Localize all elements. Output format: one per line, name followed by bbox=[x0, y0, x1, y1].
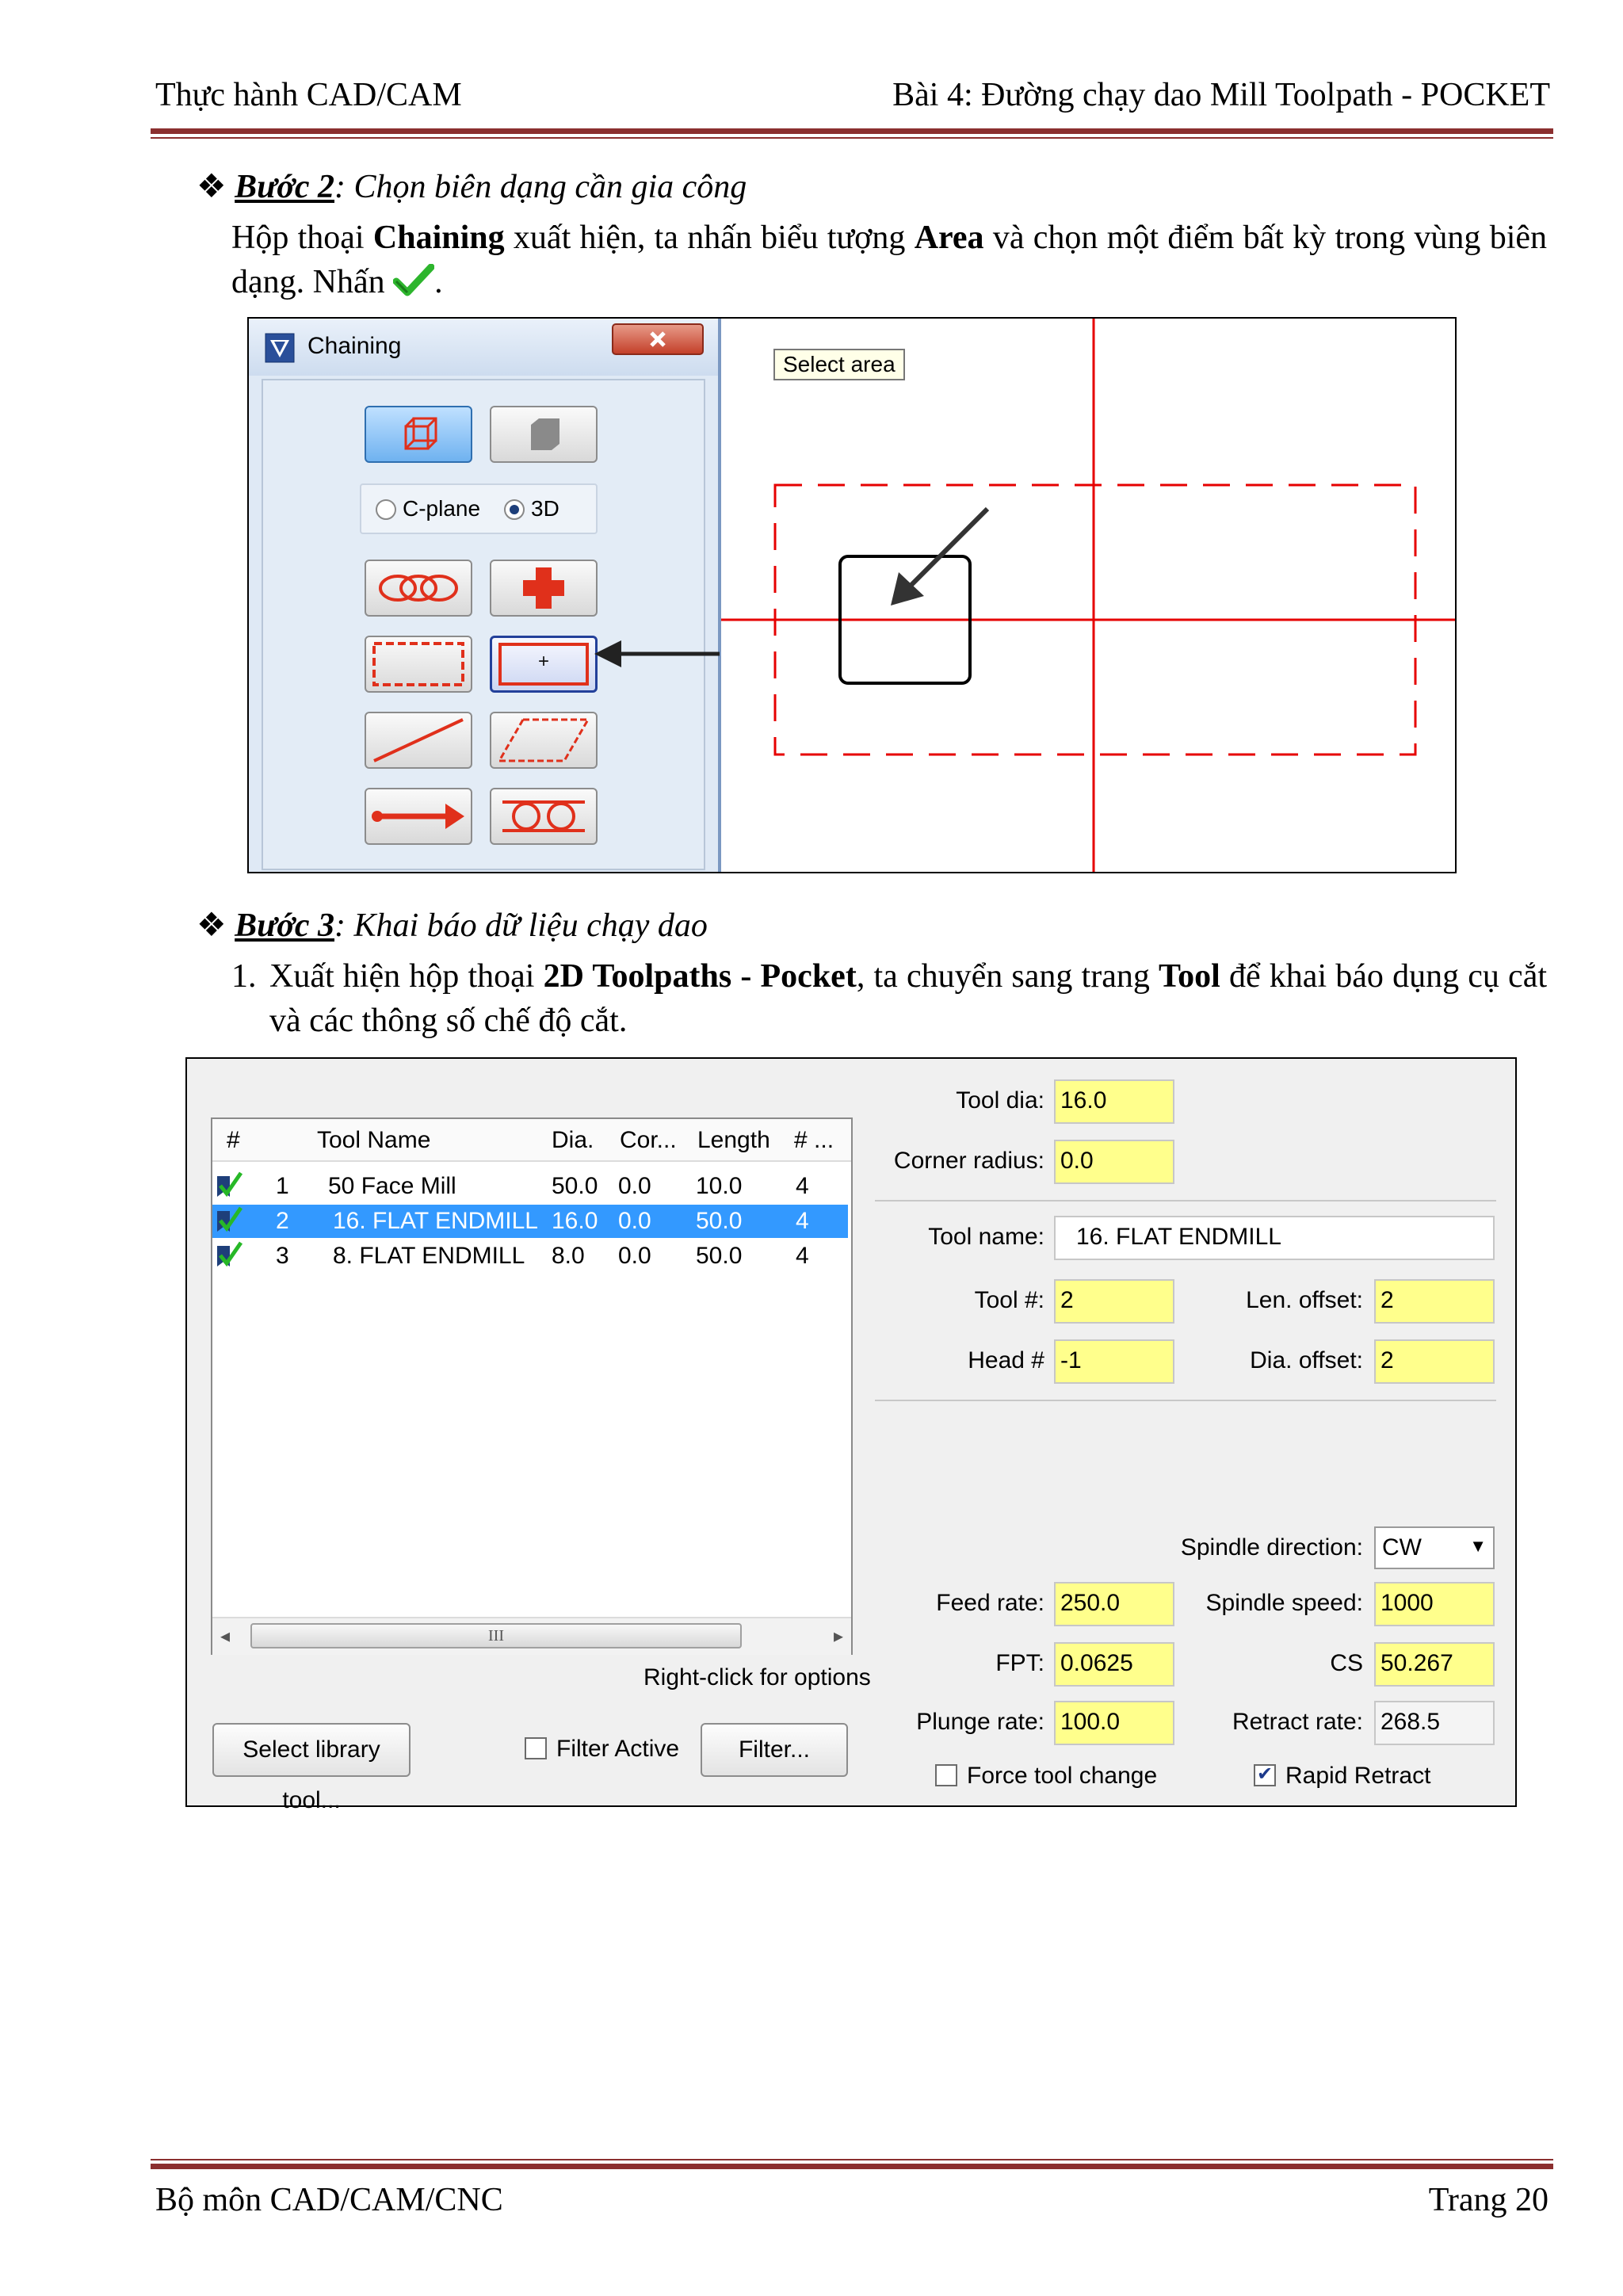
corner-radius-label: Corner radius: bbox=[893, 1148, 1044, 1174]
bullet-icon: ❖ bbox=[197, 907, 227, 944]
chevron-down-icon[interactable]: ▼ bbox=[1469, 1536, 1487, 1556]
cell-num: 2 bbox=[276, 1208, 289, 1234]
step2-text-c: xuất hiện, ta nhấn biểu tượng bbox=[504, 220, 915, 256]
tool-name-label: Tool name: bbox=[928, 1224, 1044, 1250]
checkmark-icon bbox=[393, 264, 434, 297]
plunge-rate-field[interactable]: 100.0 bbox=[1054, 1701, 1174, 1745]
plus-icon bbox=[491, 561, 596, 615]
segment-button[interactable] bbox=[365, 712, 472, 769]
step3-label: Bước 3 bbox=[235, 907, 335, 944]
window-button[interactable] bbox=[365, 636, 472, 693]
window-select-icon bbox=[366, 637, 471, 691]
cell-corner: 0.0 bbox=[618, 1173, 651, 1199]
force-tool-change-label: Force tool change bbox=[967, 1763, 1158, 1789]
col-header-num[interactable]: # bbox=[227, 1127, 240, 1153]
step2-text-b: Chaining bbox=[372, 220, 505, 256]
header-left: Thực hành CAD/CAM bbox=[155, 77, 462, 113]
step3-text-b: 2D Toolpaths - Pocket bbox=[543, 958, 857, 995]
col-header-length[interactable]: Length bbox=[697, 1127, 770, 1153]
cell-name: 16. FLAT ENDMILL bbox=[333, 1208, 538, 1234]
step3-text-a: Xuất hiện hộp thoại bbox=[269, 958, 544, 995]
step2-text-d: Area bbox=[914, 220, 984, 256]
fpt-label: FPT: bbox=[995, 1650, 1044, 1676]
corner-radius-field[interactable]: 0.0 bbox=[1054, 1140, 1174, 1184]
header-right: Bài 4: Đường chạy dao Mill Toolpath - POCKET bbox=[892, 77, 1550, 113]
step2-text-a: Hộp thoại bbox=[231, 220, 373, 256]
cell-length: 10.0 bbox=[696, 1173, 743, 1199]
spindle-speed-label: Spindle speed: bbox=[1205, 1590, 1363, 1616]
footer-left: Bộ môn CAD/CAM/CNC bbox=[155, 2182, 503, 2218]
step3-heading bbox=[197, 905, 708, 945]
col-header-name[interactable]: Tool Name bbox=[317, 1127, 431, 1153]
step2-title: : Chọn biên dạng cần gia công bbox=[334, 169, 747, 205]
polygon-button[interactable] bbox=[490, 712, 598, 769]
scroll-left-icon[interactable]: ◂ bbox=[220, 1626, 231, 1647]
table-row[interactable] bbox=[212, 1170, 848, 1203]
partial-chain-icon bbox=[491, 789, 596, 843]
retract-rate-field[interactable]: 268.5 bbox=[1374, 1701, 1495, 1745]
step3-item-number: 1. bbox=[231, 958, 257, 995]
tool-dia-field[interactable]: 16.0 bbox=[1054, 1079, 1174, 1124]
col-header-flutes[interactable]: # ... bbox=[794, 1127, 834, 1153]
col-header-dia[interactable]: Dia. bbox=[552, 1127, 594, 1153]
chaining-panel bbox=[262, 379, 705, 870]
footer-rule-thin bbox=[151, 2159, 1553, 2160]
header-rule bbox=[151, 128, 1553, 134]
step2-text-f: . bbox=[434, 264, 443, 300]
tool-number-field[interactable]: 2 bbox=[1054, 1279, 1174, 1324]
head-number-field[interactable]: -1 bbox=[1054, 1339, 1174, 1384]
tool-check-icon bbox=[214, 1170, 246, 1201]
select-area-tooltip: Select area bbox=[773, 349, 905, 380]
vector-button[interactable] bbox=[365, 788, 472, 845]
filter-active-label: Filter Active bbox=[556, 1736, 680, 1762]
chaining-title: Chaining bbox=[307, 333, 402, 359]
rapid-retract-checkbox[interactable]: ✔ bbox=[1254, 1764, 1276, 1786]
cs-field[interactable]: 50.267 bbox=[1374, 1642, 1495, 1687]
step2-paragraph bbox=[231, 216, 1547, 304]
head-number-label: Head # bbox=[968, 1347, 1044, 1373]
line-segment-icon bbox=[366, 713, 471, 767]
length-offset-field[interactable]: 2 bbox=[1374, 1279, 1495, 1324]
tool-dia-label: Tool dia: bbox=[956, 1087, 1044, 1114]
graphics-viewport[interactable] bbox=[721, 319, 1455, 872]
scroll-right-icon[interactable]: ▸ bbox=[833, 1626, 843, 1647]
cell-flutes: 4 bbox=[796, 1173, 809, 1199]
cell-length: 50.0 bbox=[696, 1208, 743, 1234]
footer-rule bbox=[151, 2164, 1553, 2169]
cell-corner: 0.0 bbox=[618, 1243, 651, 1269]
scroll-thumb[interactable]: III bbox=[250, 1623, 742, 1648]
spindle-direction-value: CW bbox=[1382, 1534, 1422, 1561]
horizontal-scrollbar[interactable] bbox=[212, 1617, 851, 1655]
tool-check-icon bbox=[214, 1240, 246, 1271]
divider bbox=[875, 1400, 1496, 1401]
close-button[interactable] bbox=[612, 323, 704, 355]
solid-icon bbox=[491, 407, 596, 461]
chaining-app-icon bbox=[265, 333, 295, 363]
rapid-retract-label: Rapid Retract bbox=[1285, 1763, 1431, 1789]
cell-num: 1 bbox=[276, 1173, 289, 1199]
tool-name-field[interactable]: 16. FLAT ENDMILL bbox=[1054, 1216, 1495, 1260]
step3-text-c: , ta chuyển sang trang bbox=[856, 958, 1159, 995]
filter-button[interactable]: Filter... bbox=[701, 1723, 848, 1777]
right-click-hint: Right-click for options bbox=[643, 1664, 871, 1690]
diameter-offset-label: Dia. offset: bbox=[1250, 1347, 1363, 1373]
chaining-dialog bbox=[249, 319, 721, 872]
cell-dia: 50.0 bbox=[552, 1173, 598, 1199]
select-library-tool-button[interactable]: Select library tool... bbox=[212, 1723, 411, 1777]
wireframe-cube-icon bbox=[366, 407, 471, 461]
step3-paragraph bbox=[269, 954, 1547, 1043]
diameter-offset-field[interactable]: 2 bbox=[1374, 1339, 1495, 1384]
chaining-titlebar bbox=[249, 319, 718, 376]
single-point-button[interactable] bbox=[490, 560, 598, 617]
cplane-label: C-plane bbox=[403, 496, 481, 521]
bullet-icon: ❖ bbox=[197, 169, 227, 205]
divider bbox=[875, 1200, 1496, 1201]
table-row-selected[interactable] bbox=[212, 1205, 848, 1238]
step3-title: : Khai báo dữ liệu chạy dao bbox=[334, 907, 708, 944]
page-number: Trang 20 bbox=[1428, 2182, 1549, 2218]
length-offset-label: Len. offset: bbox=[1246, 1287, 1363, 1313]
cell-flutes: 4 bbox=[796, 1243, 809, 1269]
cell-name: 50 Face Mill bbox=[328, 1173, 456, 1199]
close-icon bbox=[613, 325, 702, 353]
cell-flutes: 4 bbox=[796, 1208, 809, 1234]
arrow-right-icon bbox=[366, 789, 471, 843]
3d-label: 3D bbox=[531, 496, 559, 521]
3d-radio[interactable] bbox=[504, 499, 525, 520]
spindle-direction-label: Spindle direction: bbox=[1180, 1534, 1363, 1561]
feed-rate-field[interactable]: 250.0 bbox=[1054, 1582, 1174, 1626]
col-header-corner[interactable]: Cor... bbox=[620, 1127, 677, 1153]
spindle-direction-select[interactable] bbox=[1374, 1526, 1495, 1569]
step3-text-e: để khai báo dụng cụ cắt và các thông số chế độ cắt. bbox=[269, 958, 1548, 1039]
polygon-icon bbox=[491, 713, 596, 767]
area-pointer-arrow bbox=[593, 634, 720, 674]
step2-label: Bước 2 bbox=[235, 169, 335, 205]
header-rule-thin bbox=[151, 137, 1553, 139]
force-tool-change-checkbox[interactable] bbox=[935, 1764, 957, 1786]
table-row[interactable] bbox=[212, 1240, 848, 1273]
step2-text-e: và chọn một điểm bất kỳ trong vùng biên dạng. Nhấn bbox=[231, 220, 1548, 300]
wireframe-mode-button[interactable] bbox=[365, 406, 472, 463]
cell-length: 50.0 bbox=[696, 1243, 743, 1269]
area-icon: + bbox=[498, 643, 589, 686]
chain-button[interactable] bbox=[365, 560, 472, 617]
cell-corner: 0.0 bbox=[618, 1208, 651, 1234]
area-button[interactable] bbox=[490, 636, 598, 693]
feed-rate-label: Feed rate: bbox=[936, 1590, 1044, 1616]
cell-num: 3 bbox=[276, 1243, 289, 1269]
cell-dia: 16.0 bbox=[552, 1208, 598, 1234]
cplane-radio[interactable] bbox=[376, 499, 396, 520]
solid-mode-button[interactable] bbox=[490, 406, 598, 463]
plunge-rate-label: Plunge rate: bbox=[916, 1709, 1044, 1735]
partial-button[interactable] bbox=[490, 788, 598, 845]
fpt-field[interactable]: 0.0625 bbox=[1054, 1642, 1174, 1687]
retract-rate-label: Retract rate: bbox=[1232, 1709, 1363, 1735]
filter-active-checkbox[interactable] bbox=[525, 1737, 547, 1759]
geometry-view bbox=[721, 319, 1455, 872]
step3-text-d: Tool bbox=[1159, 958, 1220, 995]
cs-label: CS bbox=[1330, 1650, 1363, 1676]
step2-heading bbox=[197, 166, 747, 206]
plane-mode-group bbox=[360, 483, 598, 534]
cell-dia: 8.0 bbox=[552, 1243, 585, 1269]
spindle-speed-field[interactable]: 1000 bbox=[1374, 1582, 1495, 1626]
chain-icon bbox=[366, 561, 471, 615]
cell-name: 8. FLAT ENDMILL bbox=[333, 1243, 525, 1269]
tool-check-icon bbox=[214, 1205, 246, 1236]
chaining-screenshot bbox=[247, 317, 1457, 873]
tool-number-label: Tool #: bbox=[974, 1287, 1044, 1313]
